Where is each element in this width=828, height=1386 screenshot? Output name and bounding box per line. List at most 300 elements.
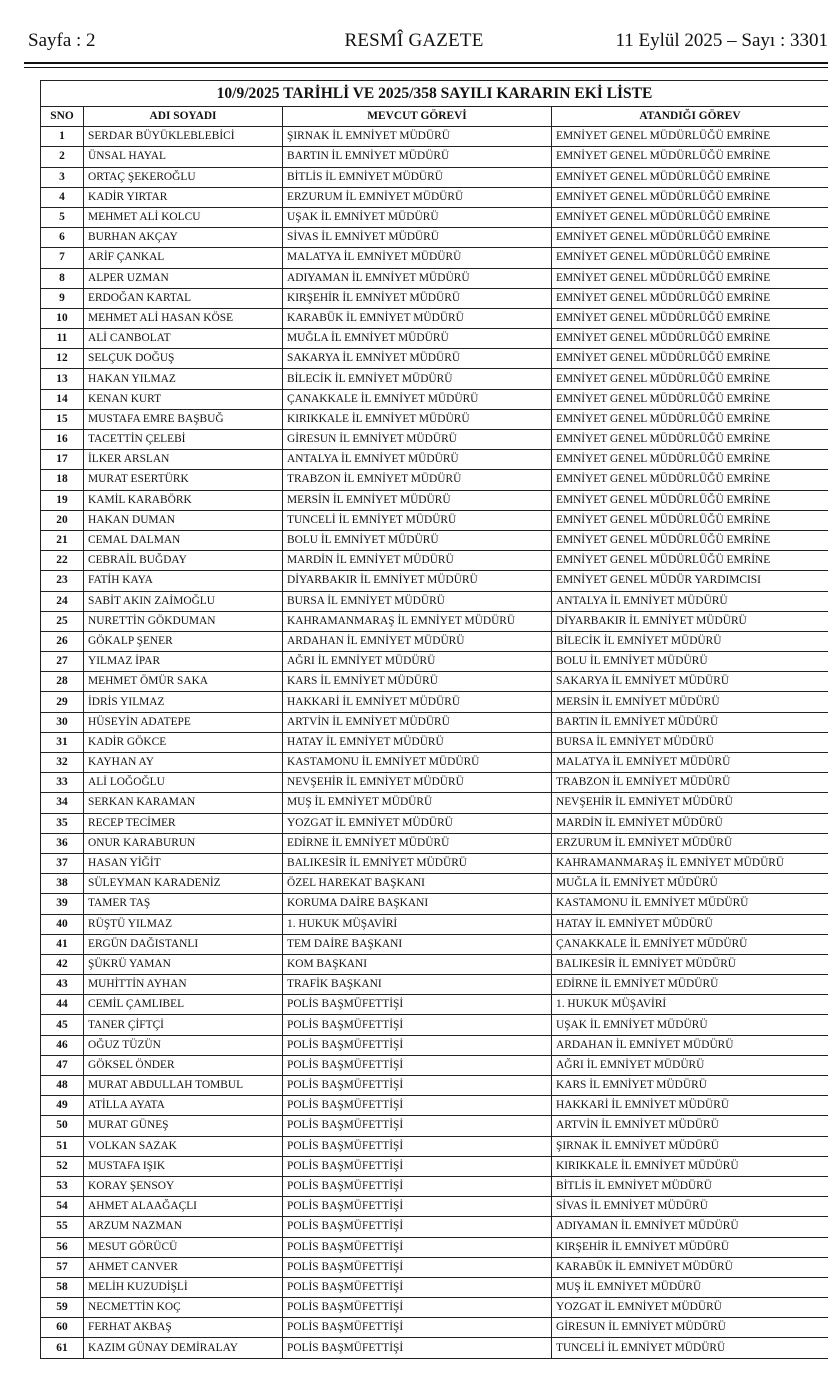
assigned-position: ERZURUM İL EMNİYET MÜDÜRÜ [552, 833, 828, 853]
assigned-position: BOLU İL EMNİYET MÜDÜRÜ [552, 652, 828, 672]
row-number: 59 [41, 1298, 84, 1318]
current-position: POLİS BAŞMÜFETTİŞİ [283, 1338, 552, 1358]
assigned-position: EMNİYET GENEL MÜDÜRLÜĞÜ EMRİNE [552, 470, 828, 490]
assigned-position: HAKKARİ İL EMNİYET MÜDÜRÜ [552, 1096, 828, 1116]
row-number: 39 [41, 894, 84, 914]
person-name: TAMER TAŞ [84, 894, 283, 914]
assigned-position: EDİRNE İL EMNİYET MÜDÜRÜ [552, 975, 828, 995]
person-name: MUSTAFA IŞIK [84, 1156, 283, 1176]
table-row [41, 207, 828, 227]
person-name: ALİ LOĞOĞLU [84, 773, 283, 793]
current-position: KIRŞEHİR İL EMNİYET MÜDÜRÜ [283, 288, 552, 308]
row-number: 51 [41, 1136, 84, 1156]
table-row [41, 894, 828, 914]
person-name: MEHMET ALİ HASAN KÖSE [84, 308, 283, 328]
row-number: 60 [41, 1318, 84, 1338]
current-position: MERSİN İL EMNİYET MÜDÜRÜ [283, 490, 552, 510]
row-number: 56 [41, 1237, 84, 1257]
assigned-position: EMNİYET GENEL MÜDÜRLÜĞÜ EMRİNE [552, 248, 828, 268]
table-row [41, 652, 828, 672]
issue-date-number: 11 Eylül 2025 – Sayı : 3301 [615, 30, 828, 51]
assigned-position: EMNİYET GENEL MÜDÜRLÜĞÜ EMRİNE [552, 187, 828, 207]
assigned-position: KIRŞEHİR İL EMNİYET MÜDÜRÜ [552, 1237, 828, 1257]
column-header-name: ADI SOYADI [84, 107, 283, 127]
current-position: 1. HUKUK MÜŞAVİRİ [283, 914, 552, 934]
row-number: 49 [41, 1096, 84, 1116]
table-row [41, 1257, 828, 1277]
assigned-position: EMNİYET GENEL MÜDÜRLÜĞÜ EMRİNE [552, 389, 828, 409]
person-name: MEHMET ÖMÜR SAKA [84, 672, 283, 692]
current-position: ÖZEL HAREKAT BAŞKANI [283, 874, 552, 894]
table-row [41, 1015, 828, 1035]
assigned-position: SAKARYA İL EMNİYET MÜDÜRÜ [552, 672, 828, 692]
appointment-list [40, 80, 828, 1359]
current-position: ŞIRNAK İL EMNİYET MÜDÜRÜ [283, 127, 552, 147]
row-number: 57 [41, 1257, 84, 1277]
row-number: 17 [41, 450, 84, 470]
row-number: 42 [41, 954, 84, 974]
table-row [41, 914, 828, 934]
assigned-position: SİVAS İL EMNİYET MÜDÜRÜ [552, 1197, 828, 1217]
assigned-position: KIRIKKALE İL EMNİYET MÜDÜRÜ [552, 1156, 828, 1176]
person-name: İDRİS YILMAZ [84, 692, 283, 712]
current-position: BALIKESİR İL EMNİYET MÜDÜRÜ [283, 853, 552, 873]
current-position: KORUMA DAİRE BAŞKANI [283, 894, 552, 914]
row-number: 21 [41, 530, 84, 550]
row-number: 9 [41, 288, 84, 308]
row-number: 6 [41, 228, 84, 248]
table-header-row [41, 107, 828, 127]
row-number: 23 [41, 571, 84, 591]
row-number: 54 [41, 1197, 84, 1217]
current-position: UŞAK İL EMNİYET MÜDÜRÜ [283, 207, 552, 227]
appointment-table [40, 80, 828, 1359]
current-position: ERZURUM İL EMNİYET MÜDÜRÜ [283, 187, 552, 207]
person-name: AHMET CANVER [84, 1257, 283, 1277]
current-position: NEVŞEHİR İL EMNİYET MÜDÜRÜ [283, 773, 552, 793]
table-row [41, 954, 828, 974]
assigned-position: EMNİYET GENEL MÜDÜRLÜĞÜ EMRİNE [552, 430, 828, 450]
table-row [41, 1156, 828, 1176]
person-name: CEMİL ÇAMLIBEL [84, 995, 283, 1015]
person-name: FERHAT AKBAŞ [84, 1318, 283, 1338]
row-number: 5 [41, 207, 84, 227]
assigned-position: GİRESUN İL EMNİYET MÜDÜRÜ [552, 1318, 828, 1338]
table-row [41, 248, 828, 268]
table-row [41, 753, 828, 773]
current-position: POLİS BAŞMÜFETTİŞİ [283, 1035, 552, 1055]
row-number: 55 [41, 1217, 84, 1237]
table-row [41, 490, 828, 510]
row-number: 38 [41, 874, 84, 894]
current-position: GİRESUN İL EMNİYET MÜDÜRÜ [283, 430, 552, 450]
table-row [41, 470, 828, 490]
assigned-position: BARTIN İL EMNİYET MÜDÜRÜ [552, 712, 828, 732]
header-rule-thin [24, 67, 828, 68]
person-name: KAYHAN AY [84, 753, 283, 773]
person-name: ATİLLA AYATA [84, 1096, 283, 1116]
current-position: POLİS BAŞMÜFETTİŞİ [283, 1076, 552, 1096]
table-row [41, 591, 828, 611]
person-name: MURAT ABDULLAH TOMBUL [84, 1076, 283, 1096]
assigned-position: MUŞ İL EMNİYET MÜDÜRÜ [552, 1277, 828, 1297]
assigned-position: BURSA İL EMNİYET MÜDÜRÜ [552, 732, 828, 752]
table-row [41, 1318, 828, 1338]
row-number: 48 [41, 1076, 84, 1096]
assigned-position: BALIKESİR İL EMNİYET MÜDÜRÜ [552, 954, 828, 974]
current-position: ANTALYA İL EMNİYET MÜDÜRÜ [283, 450, 552, 470]
column-header-sno: SNO [41, 107, 84, 127]
table-row [41, 187, 828, 207]
person-name: NECMETTİN KOÇ [84, 1298, 283, 1318]
row-number: 58 [41, 1277, 84, 1297]
table-row [41, 510, 828, 530]
current-position: KAHRAMANMARAŞ İL EMNİYET MÜDÜRÜ [283, 611, 552, 631]
row-number: 30 [41, 712, 84, 732]
assigned-position: KASTAMONU İL EMNİYET MÜDÜRÜ [552, 894, 828, 914]
table-row [41, 975, 828, 995]
row-number: 50 [41, 1116, 84, 1136]
person-name: MEHMET ALİ KOLCU [84, 207, 283, 227]
row-number: 31 [41, 732, 84, 752]
current-position: POLİS BAŞMÜFETTİŞİ [283, 1237, 552, 1257]
person-name: ORTAÇ ŞEKEROĞLU [84, 167, 283, 187]
current-position: MUĞLA İL EMNİYET MÜDÜRÜ [283, 329, 552, 349]
table-row [41, 369, 828, 389]
current-position: POLİS BAŞMÜFETTİŞİ [283, 1298, 552, 1318]
person-name: MURAT GÜNEŞ [84, 1116, 283, 1136]
assigned-position: MUĞLA İL EMNİYET MÜDÜRÜ [552, 874, 828, 894]
current-position: ÇANAKKALE İL EMNİYET MÜDÜRÜ [283, 389, 552, 409]
current-position: BİLECİK İL EMNİYET MÜDÜRÜ [283, 369, 552, 389]
table-row [41, 692, 828, 712]
person-name: ARİF ÇANKAL [84, 248, 283, 268]
assigned-position: EMNİYET GENEL MÜDÜRLÜĞÜ EMRİNE [552, 167, 828, 187]
current-position: KASTAMONU İL EMNİYET MÜDÜRÜ [283, 753, 552, 773]
current-position: TUNCELİ İL EMNİYET MÜDÜRÜ [283, 510, 552, 530]
current-position: POLİS BAŞMÜFETTİŞİ [283, 1257, 552, 1277]
assigned-position: AĞRI İL EMNİYET MÜDÜRÜ [552, 1055, 828, 1075]
row-number: 44 [41, 995, 84, 1015]
person-name: HÜSEYİN ADATEPE [84, 712, 283, 732]
table-row [41, 934, 828, 954]
assigned-position: EMNİYET GENEL MÜDÜRLÜĞÜ EMRİNE [552, 288, 828, 308]
assigned-position: TRABZON İL EMNİYET MÜDÜRÜ [552, 773, 828, 793]
current-position: MALATYA İL EMNİYET MÜDÜRÜ [283, 248, 552, 268]
row-number: 22 [41, 551, 84, 571]
row-number: 47 [41, 1055, 84, 1075]
table-row [41, 813, 828, 833]
current-position: HATAY İL EMNİYET MÜDÜRÜ [283, 732, 552, 752]
row-number: 52 [41, 1156, 84, 1176]
row-number: 43 [41, 975, 84, 995]
row-number: 34 [41, 793, 84, 813]
current-position: YOZGAT İL EMNİYET MÜDÜRÜ [283, 813, 552, 833]
assigned-position: KAHRAMANMARAŞ İL EMNİYET MÜDÜRÜ [552, 853, 828, 873]
person-name: OĞUZ TÜZÜN [84, 1035, 283, 1055]
row-number: 19 [41, 490, 84, 510]
assigned-position: EMNİYET GENEL MÜDÜRLÜĞÜ EMRİNE [552, 147, 828, 167]
assigned-position: ŞIRNAK İL EMNİYET MÜDÜRÜ [552, 1136, 828, 1156]
table-row [41, 127, 828, 147]
table-row [41, 450, 828, 470]
person-name: CEMAL DALMAN [84, 530, 283, 550]
table-row [41, 389, 828, 409]
row-number: 32 [41, 753, 84, 773]
row-number: 35 [41, 813, 84, 833]
assigned-position: HATAY İL EMNİYET MÜDÜRÜ [552, 914, 828, 934]
current-position: MARDİN İL EMNİYET MÜDÜRÜ [283, 551, 552, 571]
person-name: GÖKALP ŞENER [84, 631, 283, 651]
table-row [41, 833, 828, 853]
row-number: 45 [41, 1015, 84, 1035]
assigned-position: MALATYA İL EMNİYET MÜDÜRÜ [552, 753, 828, 773]
table-row [41, 349, 828, 369]
person-name: ŞÜKRÜ YAMAN [84, 954, 283, 974]
table-row [41, 228, 828, 248]
assigned-position: EMNİYET GENEL MÜDÜRLÜĞÜ EMRİNE [552, 450, 828, 470]
assigned-position: BİLECİK İL EMNİYET MÜDÜRÜ [552, 631, 828, 651]
current-position: POLİS BAŞMÜFETTİŞİ [283, 1055, 552, 1075]
person-name: ONUR KARABURUN [84, 833, 283, 853]
person-name: MUHİTTİN AYHAN [84, 975, 283, 995]
person-name: AHMET ALAAĞAÇLI [84, 1197, 283, 1217]
table-row [41, 268, 828, 288]
assigned-position: EMNİYET GENEL MÜDÜRLÜĞÜ EMRİNE [552, 409, 828, 429]
row-number: 20 [41, 510, 84, 530]
assigned-position: EMNİYET GENEL MÜDÜRLÜĞÜ EMRİNE [552, 530, 828, 550]
table-row [41, 1176, 828, 1196]
row-number: 24 [41, 591, 84, 611]
row-number: 14 [41, 389, 84, 409]
table-row [41, 409, 828, 429]
row-number: 15 [41, 409, 84, 429]
person-name: MUSTAFA EMRE BAŞBUĞ [84, 409, 283, 429]
table-row [41, 1197, 828, 1217]
current-position: POLİS BAŞMÜFETTİŞİ [283, 1217, 552, 1237]
current-position: EDİRNE İL EMNİYET MÜDÜRÜ [283, 833, 552, 853]
row-number: 29 [41, 692, 84, 712]
table-row [41, 1035, 828, 1055]
row-number: 27 [41, 652, 84, 672]
current-position: ARDAHAN İL EMNİYET MÜDÜRÜ [283, 631, 552, 651]
table-row [41, 1277, 828, 1297]
row-number: 33 [41, 773, 84, 793]
assigned-position: ADIYAMAN İL EMNİYET MÜDÜRÜ [552, 1217, 828, 1237]
assigned-position: ARTVİN İL EMNİYET MÜDÜRÜ [552, 1116, 828, 1136]
table-row [41, 1338, 828, 1358]
assigned-position: EMNİYET GENEL MÜDÜRLÜĞÜ EMRİNE [552, 551, 828, 571]
current-position: KARABÜK İL EMNİYET MÜDÜRÜ [283, 308, 552, 328]
row-number: 1 [41, 127, 84, 147]
table-body [41, 127, 828, 1358]
row-number: 18 [41, 470, 84, 490]
current-position: MUŞ İL EMNİYET MÜDÜRÜ [283, 793, 552, 813]
assigned-position: EMNİYET GENEL MÜDÜRLÜĞÜ EMRİNE [552, 268, 828, 288]
table-row [41, 773, 828, 793]
current-position: TEM DAİRE BAŞKANI [283, 934, 552, 954]
assigned-position: 1. HUKUK MÜŞAVİRİ [552, 995, 828, 1015]
current-position: BARTIN İL EMNİYET MÜDÜRÜ [283, 147, 552, 167]
current-position: ARTVİN İL EMNİYET MÜDÜRÜ [283, 712, 552, 732]
table-row [41, 1096, 828, 1116]
row-number: 26 [41, 631, 84, 651]
assigned-position: EMNİYET GENEL MÜDÜRLÜĞÜ EMRİNE [552, 490, 828, 510]
assigned-position: EMNİYET GENEL MÜDÜRLÜĞÜ EMRİNE [552, 349, 828, 369]
table-row [41, 147, 828, 167]
row-number: 46 [41, 1035, 84, 1055]
current-position: BOLU İL EMNİYET MÜDÜRÜ [283, 530, 552, 550]
table-row [41, 732, 828, 752]
current-position: POLİS BAŞMÜFETTİŞİ [283, 1277, 552, 1297]
table-row [41, 853, 828, 873]
gazette-title: RESMÎ GAZETE [344, 30, 484, 51]
current-position: POLİS BAŞMÜFETTİŞİ [283, 995, 552, 1015]
table-row [41, 1076, 828, 1096]
current-position: HAKKARİ İL EMNİYET MÜDÜRÜ [283, 692, 552, 712]
current-position: TRAFİK BAŞKANI [283, 975, 552, 995]
current-position: KARS İL EMNİYET MÜDÜRÜ [283, 672, 552, 692]
row-number: 7 [41, 248, 84, 268]
person-name: KENAN KURT [84, 389, 283, 409]
table-row [41, 167, 828, 187]
row-number: 40 [41, 914, 84, 934]
person-name: HAKAN YILMAZ [84, 369, 283, 389]
table-row [41, 329, 828, 349]
page-number: Sayfa : 2 [28, 30, 96, 51]
current-position: KIRIKKALE İL EMNİYET MÜDÜRÜ [283, 409, 552, 429]
table-row [41, 530, 828, 550]
person-name: MELİH KUZUDİŞLİ [84, 1277, 283, 1297]
assigned-position: EMNİYET GENEL MÜDÜR YARDIMCISI [552, 571, 828, 591]
person-name: TACETTİN ÇELEBİ [84, 430, 283, 450]
table-row [41, 1136, 828, 1156]
assigned-position: BİTLİS İL EMNİYET MÜDÜRÜ [552, 1176, 828, 1196]
assigned-position: EMNİYET GENEL MÜDÜRLÜĞÜ EMRİNE [552, 207, 828, 227]
current-position: POLİS BAŞMÜFETTİŞİ [283, 1156, 552, 1176]
row-number: 12 [41, 349, 84, 369]
person-name: FATİH KAYA [84, 571, 283, 591]
table-row [41, 1237, 828, 1257]
row-number: 37 [41, 853, 84, 873]
row-number: 36 [41, 833, 84, 853]
person-name: RÜŞTÜ YILMAZ [84, 914, 283, 934]
current-position: POLİS BAŞMÜFETTİŞİ [283, 1318, 552, 1338]
column-header-assigned-position: ATANDIĞI GÖREV [552, 107, 828, 127]
person-name: SABİT AKIN ZAİMOĞLU [84, 591, 283, 611]
person-name: ERDOĞAN KARTAL [84, 288, 283, 308]
person-name: YILMAZ İPAR [84, 652, 283, 672]
table-row [41, 672, 828, 692]
current-position: POLİS BAŞMÜFETTİŞİ [283, 1176, 552, 1196]
assigned-position: NEVŞEHİR İL EMNİYET MÜDÜRÜ [552, 793, 828, 813]
assigned-position: EMNİYET GENEL MÜDÜRLÜĞÜ EMRİNE [552, 127, 828, 147]
current-position: KOM BAŞKANI [283, 954, 552, 974]
row-number: 13 [41, 369, 84, 389]
person-name: MURAT ESERTÜRK [84, 470, 283, 490]
current-position: ADIYAMAN İL EMNİYET MÜDÜRÜ [283, 268, 552, 288]
row-number: 10 [41, 308, 84, 328]
person-name: ERGÜN DAĞISTANLI [84, 934, 283, 954]
person-name: VOLKAN SAZAK [84, 1136, 283, 1156]
table-row [41, 551, 828, 571]
assigned-position: ANTALYA İL EMNİYET MÜDÜRÜ [552, 591, 828, 611]
table-row [41, 631, 828, 651]
table-row [41, 611, 828, 631]
current-position: AĞRI İL EMNİYET MÜDÜRÜ [283, 652, 552, 672]
row-number: 8 [41, 268, 84, 288]
current-position: POLİS BAŞMÜFETTİŞİ [283, 1197, 552, 1217]
person-name: KAZIM GÜNAY DEMİRALAY [84, 1338, 283, 1358]
person-name: SERDAR BÜYÜKLEBLEBİCİ [84, 127, 283, 147]
row-number: 28 [41, 672, 84, 692]
table-row [41, 712, 828, 732]
table-row [41, 1055, 828, 1075]
person-name: ALİ CANBOLAT [84, 329, 283, 349]
current-position: POLİS BAŞMÜFETTİŞİ [283, 1116, 552, 1136]
person-name: KADİR GÖKCE [84, 732, 283, 752]
assigned-position: TUNCELİ İL EMNİYET MÜDÜRÜ [552, 1338, 828, 1358]
assigned-position: ARDAHAN İL EMNİYET MÜDÜRÜ [552, 1035, 828, 1055]
table-row [41, 874, 828, 894]
current-position: TRABZON İL EMNİYET MÜDÜRÜ [283, 470, 552, 490]
assigned-position: EMNİYET GENEL MÜDÜRLÜĞÜ EMRİNE [552, 308, 828, 328]
current-position: DİYARBAKIR İL EMNİYET MÜDÜRÜ [283, 571, 552, 591]
current-position: BİTLİS İL EMNİYET MÜDÜRÜ [283, 167, 552, 187]
person-name: ALPER UZMAN [84, 268, 283, 288]
person-name: HASAN YİĞİT [84, 853, 283, 873]
row-number: 2 [41, 147, 84, 167]
table-row [41, 571, 828, 591]
row-number: 4 [41, 187, 84, 207]
row-number: 61 [41, 1338, 84, 1358]
person-name: NURETTİN GÖKDUMAN [84, 611, 283, 631]
assigned-position: MERSİN İL EMNİYET MÜDÜRÜ [552, 692, 828, 712]
person-name: ARZUM NAZMAN [84, 1217, 283, 1237]
row-number: 3 [41, 167, 84, 187]
person-name: BURHAN AKÇAY [84, 228, 283, 248]
assigned-position: MARDİN İL EMNİYET MÜDÜRÜ [552, 813, 828, 833]
table-row [41, 288, 828, 308]
assigned-position: KARS İL EMNİYET MÜDÜRÜ [552, 1076, 828, 1096]
person-name: SELÇUK DOĞUŞ [84, 349, 283, 369]
assigned-position: YOZGAT İL EMNİYET MÜDÜRÜ [552, 1298, 828, 1318]
column-header-current-position: MEVCUT GÖREVİ [283, 107, 552, 127]
header-rule-thick [24, 62, 828, 64]
assigned-position: EMNİYET GENEL MÜDÜRLÜĞÜ EMRİNE [552, 510, 828, 530]
person-name: KAMİL KARABÖRK [84, 490, 283, 510]
row-number: 41 [41, 934, 84, 954]
row-number: 11 [41, 329, 84, 349]
row-number: 53 [41, 1176, 84, 1196]
row-number: 16 [41, 430, 84, 450]
assigned-position: EMNİYET GENEL MÜDÜRLÜĞÜ EMRİNE [552, 329, 828, 349]
person-name: SÜLEYMAN KARADENİZ [84, 874, 283, 894]
person-name: MESUT GÖRÜCÜ [84, 1237, 283, 1257]
person-name: RECEP TECİMER [84, 813, 283, 833]
person-name: ÜNSAL HAYAL [84, 147, 283, 167]
assigned-position: KARABÜK İL EMNİYET MÜDÜRÜ [552, 1257, 828, 1277]
current-position: SAKARYA İL EMNİYET MÜDÜRÜ [283, 349, 552, 369]
row-number: 25 [41, 611, 84, 631]
table-row [41, 1217, 828, 1237]
person-name: GÖKSEL ÖNDER [84, 1055, 283, 1075]
table-title: 10/9/2025 TARİHLİ VE 2025/358 SAYILI KARARIN EKİ LİSTE [40, 80, 828, 106]
table-row [41, 793, 828, 813]
current-position: POLİS BAŞMÜFETTİŞİ [283, 1015, 552, 1035]
table-row [41, 995, 828, 1015]
current-position: POLİS BAŞMÜFETTİŞİ [283, 1096, 552, 1116]
